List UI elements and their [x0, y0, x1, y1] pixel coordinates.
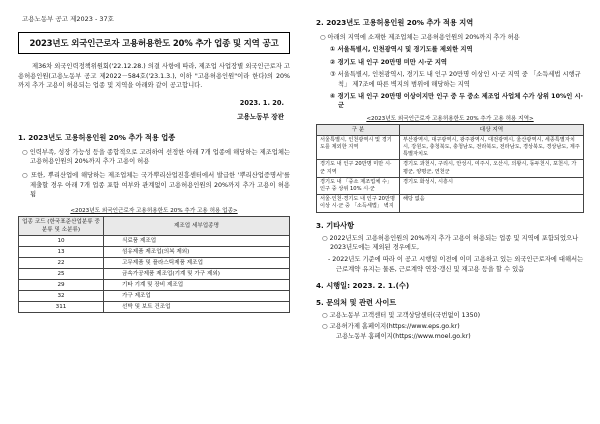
left-column [18, 32, 290, 313]
region-item-3: ③ 서울특별시, 인천광역시, 경기도 내 인구 20만명 이상인 시·군 지역 중 「소득세법 시행규칙」 제7조에 따른 벽지의 범위에 해당하는 지역 [330, 71, 581, 88]
table-row [317, 177, 584, 194]
table-row [19, 290, 290, 301]
notice-signer: 고용노동부 장관 [237, 112, 284, 121]
industry-code: 22 [19, 257, 104, 268]
table-row [317, 195, 584, 212]
industry-name: 섬유제품 제조업(의복 제외) [104, 246, 290, 257]
region-area: 경기도 화성시, 시흥시 [400, 177, 584, 194]
section4-heading: 4. 시행일: 2023. 2. 1.(수) [316, 281, 410, 291]
table-row [317, 135, 584, 160]
region-item-1: ① 서울특별시, 인천광역시 및 경기도를 제외한 지역 [330, 46, 473, 54]
region-type: 경기도 내 「중소 제조업체 수」 인구 중 상위 10% 시·군 [317, 177, 400, 194]
section5-heading: 5. 문의처 및 관련 사이트 [316, 298, 397, 308]
table-row [19, 235, 290, 246]
table-row [19, 279, 290, 290]
table-row [317, 160, 584, 177]
section1-bullet2: ○ 또한, 뿌리산업에 해당하는 제조업체는 국가뿌리산업진흥센터에서 발급한 '뿌리산업증명서'를 제출할 경우 아래 7개 업종 포함 여부와 관계없이 고용허용인원의 20%까지 추가 고용이 허용됨 [22, 172, 290, 199]
region-area: 해당 없음 [400, 195, 584, 212]
industry-table [18, 216, 290, 313]
industry-name: 기타 기계 및 장비 제조업 [104, 279, 290, 290]
region-item-2: ② 경기도 내 인구 20만명 미만 시·군 지역 [330, 58, 447, 66]
notice-date: 2023. 1. 20. [239, 98, 284, 107]
eps-homepage-link[interactable]: ○ 고용허가제 홈페이지(https://www.eps.go.kr) [322, 322, 460, 330]
region-area: 부산광역시, 대구광역시, 광주광역시, 대전광역시, 울산광역시, 세종특별자치시, 강원도, 충청북도, 충청남도, 전라북도, 전라남도, 경상북도, 경상남도, 제주특별자치도 [400, 135, 584, 160]
region-table-caption: <2023년도 외국인근로자 고용허용한도 20% 추가 고용 허용 지역> [366, 115, 534, 122]
notice-title: 2023년도 외국인근로자 고용허용한도 20% 추가 업종 및 지역 공고 [18, 32, 290, 54]
moel-homepage-link[interactable]: 고용노동부 홈페이지(https://www.moel.go.kr) [336, 333, 471, 341]
section2-lead: ○ 아래의 지역에 소재한 제조업체는 고용허용인원의 20%까지 추가 허용 [320, 34, 520, 41]
industry-table-head-code: 업종 코드 (한국표준산업분류 중분류 및 소분류) [19, 216, 104, 235]
notice-number: 고용노동부 공고 제2023 - 37호 [22, 15, 114, 23]
region-type: 서울·인천·경기도 내 인구 20만명 이상 시·군 중 「소득세법」 벽지 [317, 195, 400, 212]
industry-code: 25 [19, 268, 104, 279]
industry-name: 고무제품 및 플라스틱제품 제조업 [104, 257, 290, 268]
region-table-head-area: 대상 지역 [400, 124, 584, 135]
region-table [316, 124, 584, 213]
section2-heading: 2. 2023년도 고용허용인원 20% 추가 적용 지역 [316, 18, 474, 27]
region-item-4: ④ 경기도 내 인구 20만명 이상이지만 인구 중 두 중소 제조업 사업체 수가 상위 10%인 시·군 [330, 93, 584, 110]
table-row [19, 301, 290, 312]
table-row [19, 257, 290, 268]
intro-paragraph: 제36차 외국인력정책위원회('22.12.28.) 의결 사항에 따라, 제조업 사업장별 외국인근로자 고용허용인원(고용노동부 공고 제2022－584호('23.1.3.), 이하 "고용허용인원"이라 한다)의 20%까지 추가 고용이 허용되는 업종 및 지역을 아래와 같이 공고합니다. [18, 63, 290, 89]
region-type: 경기도 내 인구 20만명 미만 시·군 지역 [317, 160, 400, 177]
contact-center: ○ 고용노동부 고객센터 및 고객상담센터(국번없이 1350) [322, 312, 481, 320]
industry-code: 29 [19, 279, 104, 290]
industry-code: 10 [19, 235, 104, 246]
industry-code: 311 [19, 301, 104, 312]
region-area: 경기도 과천시, 구리시, 안성시, 여주시, 오산시, 의왕시, 동두천시, 포천시, 가평군, 양평군, 연천군 [400, 160, 584, 177]
table-row [19, 268, 290, 279]
industry-name: 선박 및 보트 건조업 [104, 301, 290, 312]
industry-name: 금속가공제품 제조업(기계 및 가구 제외) [104, 268, 290, 279]
section1-heading: 1. 2023년도 고용허용인원 20% 추가 적용 업종 [18, 132, 176, 142]
table-row [19, 246, 290, 257]
industry-table-head-name: 제조업 세부업종명 [104, 216, 290, 235]
region-type: 서울특별시, 인천광역시 및 경기도를 제외한 지역 [317, 135, 400, 160]
industry-code: 32 [19, 290, 104, 301]
right-column [316, 18, 584, 342]
industry-name: 가구 제조업 [104, 290, 290, 301]
industry-code: 13 [19, 246, 104, 257]
region-table-head-type: 구 분 [317, 124, 400, 135]
section3-subitem: - 2022년도 기준에 따라 이 공고 시행일 이전에 이미 고용하고 있는 외국인근로자에 대해서는 근로계약 유지는 물론, 근로계약 연장·갱신 및 재고용 등을 할 수 있음 [328, 256, 584, 273]
section1-bullet1: ○ 인력부족, 성장 가능성 등을 종합적으로 고려하여 선정한 아래 7개 업종에 해당하는 제조업체는 고용허용인원의 20%까지 추가 고용이 허용 [22, 148, 290, 165]
industry-table-caption: <2023년도 외국인근로자 고용허용한도 20% 추가 고용 허용 업종> [70, 207, 238, 214]
section3-heading: 3. 기타사항 [316, 220, 355, 230]
industry-name: 식료품 제조업 [104, 235, 290, 246]
section3-item: ○ 2022년도의 고용허용인원의 20%까지 추가 고용이 허용되는 업종 및 지역에 포함되었으나 2023년도에는 제외된 경우에도, [322, 234, 579, 252]
